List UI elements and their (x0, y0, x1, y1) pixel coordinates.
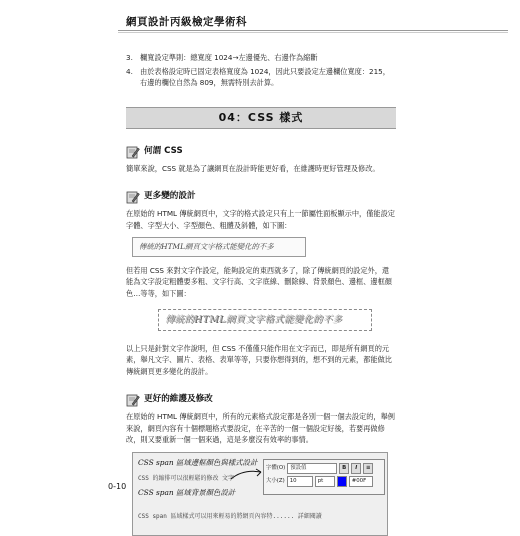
align-button[interactable]: ≡ (363, 463, 373, 474)
properties-panel (263, 459, 385, 495)
pen-notepad-icon (126, 190, 140, 204)
list-number: 3. (126, 53, 133, 62)
paragraph: 簡單來說，CSS 就是為了讓網頁在設計時能更好看，在維護時更好管理及修改。 (126, 163, 380, 173)
example-line: CSS 的縮排可以很輕鬆的修改 文字 (138, 474, 235, 482)
italic-button[interactable]: I (351, 463, 361, 474)
css-example-screenshot (132, 452, 388, 536)
font-label: 字體(O) (266, 464, 286, 471)
size-label: 大小(Z) (266, 477, 285, 484)
section-heading-label: 更好的維護及修改 (144, 394, 213, 405)
size-row (266, 476, 373, 488)
unit-select[interactable]: pt (315, 476, 335, 487)
color-swatch[interactable] (337, 476, 347, 487)
pen-notepad-icon (126, 145, 140, 159)
header-rule-secondary (118, 32, 508, 33)
bold-button[interactable]: B (339, 463, 349, 474)
chapter-title: 04：CSS 樣式 (126, 107, 396, 129)
paragraph: 但若用 CSS 來對文字作設定，能夠設定的東西就多了，除了傳統網頁的設定外，還能為文字設定粗體要多粗、文字行高、文字底線、刪除線、背景顏色、邊框、邊框顏色…等等，如下圖： (126, 265, 392, 298)
section-heading (126, 145, 396, 159)
paragraph: 以上只是針對文字作說明，但 CSS 不僅僅只能作用在文字而已，即是所有網頁的元素，舉凡文字、圖片、表格、表單等等，只要你想得到的，想不到的元素，都能做比傳統網頁更多變化的設計。 (126, 343, 392, 376)
list-item (126, 66, 396, 89)
section-heading (126, 393, 396, 407)
header-rule (118, 30, 508, 31)
traditional-text-demo: 傳統的HTML網頁文字格式能變化的不多 (132, 237, 306, 257)
example-line: CSS span 區域邊框顏色與樣式設計 (138, 457, 258, 467)
list-item (126, 52, 396, 64)
size-select[interactable]: 10 (287, 476, 313, 487)
section-heading-label: 何謂 CSS (144, 145, 183, 156)
list-text: 欄寬設定準則：總寬度 1024→左邊優先、右邊作為縮斷 (140, 53, 318, 62)
color-field[interactable]: #00F (349, 476, 373, 487)
paragraph: 在原始的 HTML 傳統網頁中，文字的格式設定只有上一節屬性面板顯示中，僅能設定 字體、字型大小、字型顏色、粗體及斜體，如下圖： (126, 209, 395, 230)
example-line: CSS span 區域背景顏色設計 (138, 487, 236, 497)
paragraph: 在原始的 HTML 傳統網頁中，所有的元素格式設定都是各別一個一個去設定的，舉例來說，網頁內容有十個標題格式要設定，在辛苦的一個一個設定好後，若要再做修改，則又要重新一個一個來過，這是多麼沒有效率的事情。 (126, 412, 395, 444)
page-content (126, 52, 396, 536)
section-heading (126, 190, 396, 204)
font-row (266, 463, 373, 475)
list-text: 由於表格設定時已固定表格寬度為 1024，因此只要設定左邊欄位寬度：215，右邊的欄位自然為 809，無需特別去計算。 (140, 66, 390, 87)
book-title: 網頁設計丙級檢定學術科 (126, 16, 247, 28)
pen-notepad-icon (126, 393, 140, 407)
css-text-demo: 傳統的HTML網頁文字格式能變化的不多 (158, 309, 372, 331)
section-heading-label: 更多變的設計 (144, 191, 196, 202)
list-number: 4. (126, 66, 133, 76)
page-number: 0-10 (108, 482, 127, 491)
example-line: CSS span 區域樣式可以用來輕易的將網頁內容特...... 詳細閱讀 (138, 512, 322, 520)
font-select[interactable]: 預設值 (287, 463, 337, 474)
pointer-arrow-icon (229, 467, 265, 481)
